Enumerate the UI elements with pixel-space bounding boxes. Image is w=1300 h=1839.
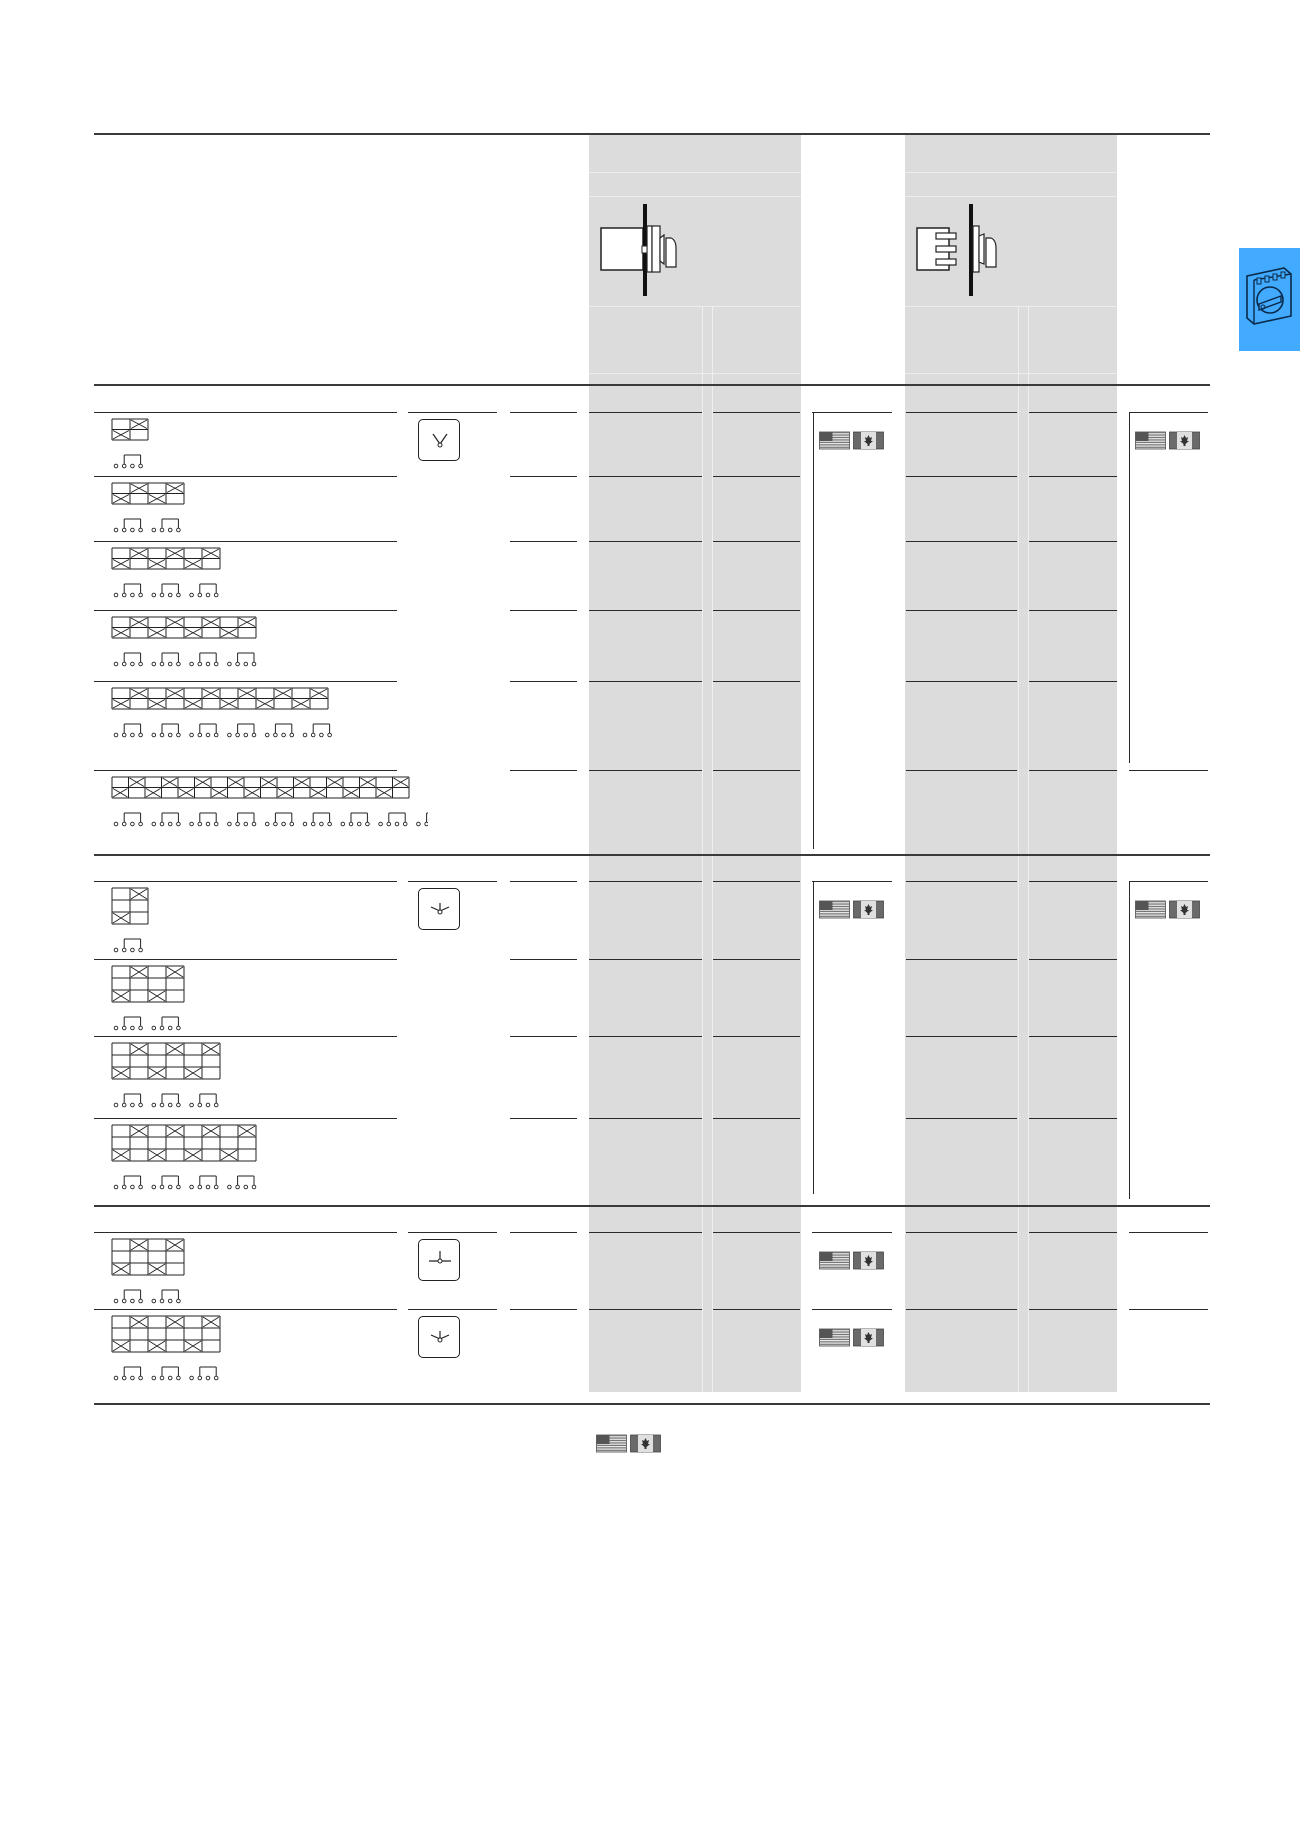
approval-flags <box>819 1328 879 1347</box>
us-flag-icon <box>820 1252 850 1269</box>
canada-flag-icon <box>1170 901 1200 918</box>
bracket-line <box>813 881 814 1194</box>
contact-diagram-1-pole-icon <box>111 887 167 963</box>
row-rule <box>713 1036 800 1037</box>
row-rule <box>589 1309 702 1310</box>
contact-diagram-9-pole-icon <box>111 776 428 837</box>
row-rule <box>589 541 702 542</box>
row-rule <box>1129 1309 1208 1310</box>
us-flag-icon <box>820 1329 850 1346</box>
row-rule <box>589 681 702 682</box>
canada-flag-icon <box>854 432 884 449</box>
row-rule <box>1029 1036 1117 1037</box>
table-top-rule <box>94 133 1210 135</box>
row-rule <box>589 1232 702 1233</box>
row-rule <box>589 881 702 882</box>
row-rule <box>1029 1232 1117 1233</box>
contact-diagram-4-pole-icon <box>111 1124 275 1200</box>
chapter-tab[interactable] <box>1239 248 1300 351</box>
row-rule <box>713 610 800 611</box>
row-rule <box>408 1309 497 1310</box>
switch-position-symbol-icon <box>418 1316 460 1358</box>
row-rule <box>510 541 577 542</box>
contact-diagram <box>111 776 428 842</box>
approval-flags <box>1135 900 1195 919</box>
canada-flag-icon <box>1170 432 1200 449</box>
row-rule <box>906 1309 1017 1310</box>
contact-diagram <box>111 482 203 548</box>
row-rule <box>1029 959 1117 960</box>
contact-diagram-2-pole-icon <box>111 482 203 543</box>
approval-flags <box>819 431 879 450</box>
row-rule <box>1029 770 1117 771</box>
us-flag-icon <box>1136 432 1166 449</box>
row-rule <box>906 1232 1017 1233</box>
group-separator <box>94 854 1210 856</box>
switch-position-symbol-icon <box>418 419 460 461</box>
contact-diagram <box>111 547 239 613</box>
row-rule <box>589 770 702 771</box>
row-rule <box>1129 1232 1208 1233</box>
row-rule <box>94 881 397 882</box>
group-separator <box>94 1205 1210 1207</box>
row-rule <box>589 959 702 960</box>
row-rule <box>906 959 1017 960</box>
row-rule <box>1029 541 1117 542</box>
row-rule <box>1029 881 1117 882</box>
approval-flags <box>819 900 879 919</box>
row-rule <box>510 476 577 477</box>
us-flag-icon <box>820 432 850 449</box>
us-flag-icon <box>1136 901 1166 918</box>
row-rule <box>510 959 577 960</box>
row-rule <box>510 610 577 611</box>
approval-flags <box>819 1251 879 1270</box>
contact-diagram <box>111 1238 203 1319</box>
row-rule <box>94 1232 397 1233</box>
row-rule <box>408 881 497 882</box>
row-rule <box>713 476 800 477</box>
row-rule <box>906 541 1017 542</box>
canada-flag-icon <box>854 1252 884 1269</box>
shaded-column-1 <box>589 134 801 1392</box>
row-rule <box>510 412 577 413</box>
extension-shaft-switch-icon <box>914 204 1004 305</box>
contact-diagram <box>111 1124 275 1205</box>
contact-diagram-3-pole-icon <box>111 547 239 608</box>
row-rule <box>510 1309 577 1310</box>
row-rule <box>1029 476 1117 477</box>
contact-diagram <box>111 616 275 682</box>
row-rule <box>1029 610 1117 611</box>
shaded-column-2 <box>905 134 1117 1392</box>
bracket-line <box>813 412 814 849</box>
footnote-approval-flags <box>596 1434 656 1453</box>
row-rule <box>906 610 1017 611</box>
row-rule <box>1029 1118 1117 1119</box>
row-rule <box>906 881 1017 882</box>
row-rule <box>713 412 800 413</box>
canada-flag-icon <box>854 901 884 918</box>
row-rule <box>713 541 800 542</box>
bracket-line <box>1129 412 1130 763</box>
row-rule <box>589 1036 702 1037</box>
row-rule <box>906 681 1017 682</box>
row-rule <box>1129 770 1208 771</box>
row-rule <box>812 1232 892 1233</box>
rear-mounted-switch-icon <box>598 204 688 305</box>
row-rule <box>906 770 1017 771</box>
contact-diagram-3-pole-icon <box>111 1315 239 1391</box>
row-rule <box>906 412 1017 413</box>
row-rule <box>589 476 702 477</box>
row-rule <box>713 1118 800 1119</box>
row-rule <box>713 1232 800 1233</box>
header-bottom-rule <box>94 384 1210 386</box>
row-rule <box>589 1118 702 1119</box>
row-rule <box>510 1118 577 1119</box>
contact-diagram-2-pole-icon <box>111 1238 203 1314</box>
contact-diagram-2-pole-icon <box>111 965 203 1041</box>
row-rule <box>713 881 800 882</box>
us-flag-icon <box>597 1435 627 1452</box>
canada-flag-icon <box>631 1435 661 1452</box>
canada-flag-icon <box>854 1329 884 1346</box>
row-rule <box>812 1309 892 1310</box>
row-rule <box>812 412 892 413</box>
row-rule <box>906 476 1017 477</box>
row-rule <box>1029 681 1117 682</box>
row-rule <box>94 770 397 771</box>
approval-flags <box>1135 431 1195 450</box>
row-rule <box>713 1309 800 1310</box>
row-rule <box>589 610 702 611</box>
row-rule <box>1029 1309 1117 1310</box>
row-rule <box>589 412 702 413</box>
row-rule <box>94 412 397 413</box>
row-rule <box>906 1118 1017 1119</box>
row-rule <box>1029 412 1117 413</box>
contact-diagram-4-pole-icon <box>111 616 275 677</box>
row-rule <box>1129 412 1208 413</box>
row-rule <box>408 412 497 413</box>
us-flag-icon <box>820 901 850 918</box>
row-rule <box>510 770 577 771</box>
bracket-line <box>1129 881 1130 1199</box>
table-bottom-rule <box>94 1403 1210 1405</box>
contact-diagram <box>111 1315 239 1396</box>
row-rule <box>713 681 800 682</box>
contact-diagram <box>111 687 347 753</box>
switch-disconnector-icon <box>1239 248 1300 351</box>
row-rule <box>510 1232 577 1233</box>
row-rule <box>713 770 800 771</box>
row-rule <box>713 959 800 960</box>
row-rule <box>906 1036 1017 1037</box>
contact-diagram <box>111 1042 239 1123</box>
row-rule <box>812 881 892 882</box>
row-rule <box>1129 881 1208 882</box>
row-rule <box>510 681 577 682</box>
switch-position-symbol-icon <box>418 1239 460 1281</box>
switch-position-symbol-icon <box>418 888 460 930</box>
row-rule <box>510 1036 577 1037</box>
contact-diagram-6-pole-icon <box>111 687 347 748</box>
row-rule <box>510 881 577 882</box>
contact-diagram-1-pole-icon <box>111 418 167 479</box>
contact-diagram <box>111 965 203 1046</box>
row-rule <box>408 1232 497 1233</box>
contact-diagram <box>111 418 167 484</box>
contact-diagram <box>111 887 167 968</box>
contact-diagram-3-pole-icon <box>111 1042 239 1118</box>
